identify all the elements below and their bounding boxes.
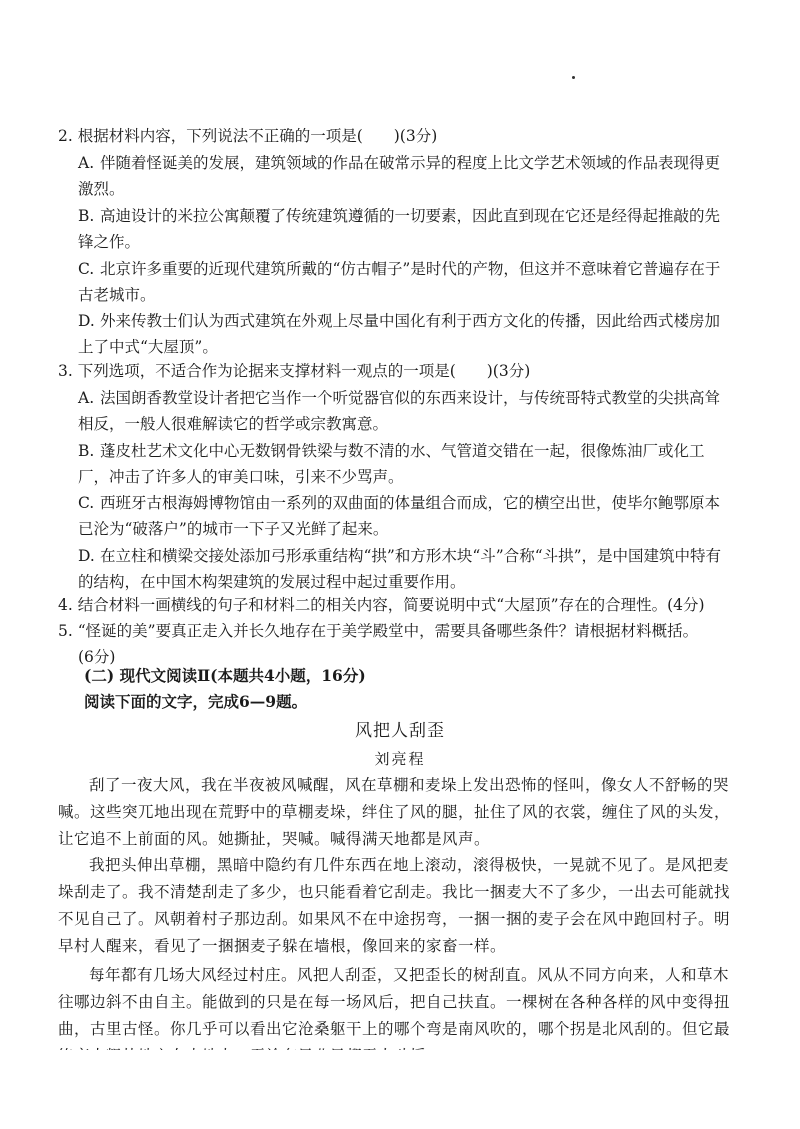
section-heading: (二) 现代文阅读Ⅱ(本题共4小题，16分)	[84, 666, 366, 685]
option-text: 西班牙古根海姆博物馆由一系列的双曲面的体量组合而成，它的横空出世，使毕尔鲍鄂原本已沦为“破落户”的城市一下子又光鲜了起来。	[78, 494, 721, 538]
question-3-option-a	[78, 385, 728, 437]
option-text: 北京许多重要的近现代建筑所戴的“仿古帽子”是时代的产物，但这并不意味着它普遍存在于古老城市。	[78, 260, 721, 304]
question-5-line-1: 5. “怪诞的美”要真正走入并长久地存在于美学殿堂中，需要具备哪些条件？请根据材料概括。	[58, 622, 699, 640]
question-2-stem: 2. 根据材料内容，下列说法不正确的一项是( )(3分)	[58, 127, 438, 145]
question-2-option-d	[78, 308, 728, 360]
question-2-option-a	[78, 150, 728, 202]
option-text: 在立柱和横梁交接处添加弓形承重结构“拱”和方形木块“斗”合称“斗拱”，是中国建筑中特有的结构，在中国木构架建筑的发展过程中起过重要作用。	[78, 547, 722, 591]
option-text: 法国朗香教堂设计者把它当作一个听觉器官似的东西来设计，与传统哥特式教堂的尖拱高耸相反，一般人很难解读它的哲学或宗教寓意。	[78, 389, 721, 433]
article-paragraph-3: 每年都有几场大风经过村庄。风把人刮歪，又把歪长的树刮直。风从不同方向来，人和草木往哪边斜不由自主。能做到的只是在每一场风后，把自己扶直。一棵树在各种各样的风中变得扭曲，古里古怪。你几乎可以看出它沧桑躯干上的哪个弯是南风吹的，哪个拐是北风刮的。但它最	[58, 966, 731, 1038]
article-paragraph-2: 我把头伸出草棚，黑暗中隐约有几件东西在地上滚动，滚得极快，一晃就不见了。是风把麦垛刮走了。我不清楚刮走了多少，也只能看着它刮走。我比一捆麦大不了多少，一出去可能就找不见自己了。风朝着村子那边刮。如果风不在中途拐弯，一捆一捆的麦子会在风中跑回村子。明早村人醒来，看见了一捆捆麦子躲在墙根，像回来的家畜一样。	[58, 856, 731, 955]
article-author: 刘亮程	[374, 750, 426, 768]
section-instruction: 阅读下面的文字，完成6—9题。	[84, 692, 308, 711]
option-label: A.	[78, 389, 95, 407]
article-paragraph-1: 刮了一夜大风，我在半夜被风喊醒，风在草棚和麦垛上发出恐怖的怪叫，像女人不舒畅的哭喊。这些突兀地出现在荒野中的草棚麦垛，绊住了风的腿，扯住了风的衣裳，缠住了风的头发，让它追不上前面的风。她撕扯，哭喊。喊得满天地都是风声。	[58, 776, 731, 848]
option-label: B.	[78, 207, 95, 225]
option-label: D.	[78, 312, 95, 330]
question-5-line-2: (6分)	[78, 648, 116, 666]
option-text: 伴随着怪诞美的发展，建筑领域的作品在破常示异的程度上比文学艺术领域的作品表现得更激烈。	[78, 154, 721, 198]
option-label: C.	[78, 494, 95, 512]
article-title: 风把人刮歪	[355, 721, 445, 741]
option-label: B.	[78, 442, 95, 460]
option-label: A.	[78, 154, 95, 172]
option-label: D.	[78, 547, 95, 565]
option-label: C.	[78, 260, 95, 278]
question-3-stem: 3. 下列选项，不适合作为论据来支撑材料一观点的一项是( )(3分)	[58, 362, 531, 380]
question-2-option-b	[78, 203, 728, 255]
stray-dot	[572, 76, 575, 79]
option-text: 蓬皮杜艺术文化中心无数钢骨铁梁与数不清的水、气管道交错在一起，很像炼油厂或化工厂，冲击了许多人的审美口味，引来不少骂声。	[78, 442, 705, 486]
page-bottom-margin	[0, 1050, 800, 1129]
question-3-option-d	[78, 543, 728, 595]
question-3-option-b	[78, 438, 728, 490]
option-text: 外来传教士们认为西式建筑在外观上尽量中国化有利于西方文化的传播，因此给西式楼房加上了中式“大屋顶”。	[78, 312, 721, 356]
question-3-option-c	[78, 490, 728, 542]
question-4: 4. 结合材料一画横线的句子和材料二的相关内容，简要说明中式“大屋顶”存在的合理性。(4分)	[58, 596, 705, 614]
question-2-option-c	[78, 256, 728, 308]
option-text: 高迪设计的米拉公寓颠覆了传统建筑遵循的一切要素，因此直到现在它还是经得起推敲的先锋之作。	[78, 207, 721, 251]
